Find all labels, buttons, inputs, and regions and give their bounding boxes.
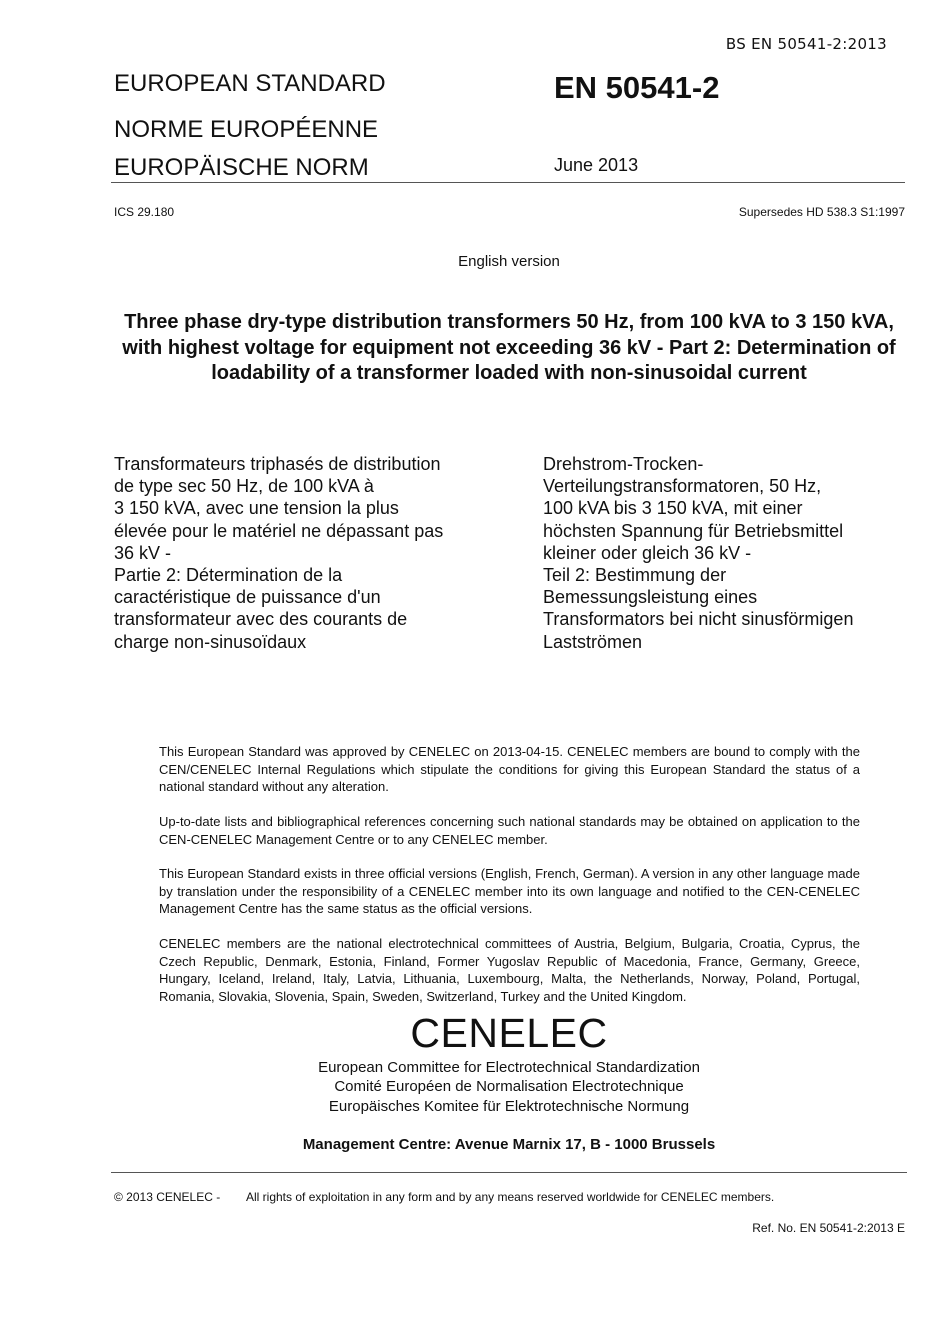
- document-title-french: Transformateurs triphasés de distribution de type sec 50 Hz, de 100 kVA à 3 150 kVA, avec une tension la plus élevée pour le matériel ne dépassant pas 36 kV - Partie 2: Détermination de la caractéristique de puissance d'un transformateur avec des courants de charge non-sinusoïdaux: [114, 454, 444, 652]
- supersedes-note: Supersedes HD 538.3 S1:1997: [738, 205, 905, 219]
- cenelec-logo: CENELEC: [410, 1010, 608, 1056]
- standard-title-english: EUROPEAN STANDARD: [114, 70, 386, 97]
- footer-divider: [111, 1172, 907, 1173]
- standard-title-french: NORME EUROPÉENNE: [114, 116, 379, 143]
- document-reference: BS EN 50541-2:2013: [725, 35, 887, 53]
- organization-name-english: European Committee for Electrotechnical Standardization: [318, 1059, 700, 1076]
- rights-statement: All rights of exploitation in any form and by any means reserved worldwide for CENELEC members.: [246, 1190, 775, 1204]
- approval-notice: This European Standard was approved by CENELEC on 2013-04-15. CENELEC members are bound to comply with the CEN/CENELEC Internal Regulations which stipulate the conditions for giving this European Standard the status of a national standard without any alteration.: [159, 744, 860, 794]
- management-centre-address: Management Centre: Avenue Marnix 17, B - 1000 Brussels: [302, 1136, 716, 1153]
- copyright-notice: © 2013 CENELEC -: [114, 1190, 221, 1204]
- organization-name-french: Comité Européen de Normalisation Electrotechnique: [334, 1078, 684, 1095]
- ics-code: ICS 29.180: [114, 205, 175, 219]
- members-notice: CENELEC members are the national electrotechnical committees of Austria, Belgium, Bulgaria, Croatia, Cyprus, the Czech Republic, Denmark, Estonia, Finland, Former Yugoslav Republic of Macedonia, France, Germany, Greece, Hungary, Iceland, Ireland, Italy, Latvia, Lithuania, Luxembourg, Malta, the Netherlands, Norway, Poland, Portugal, Romania, Slovakia, Slovenia, Spain, Sweden, Switzerland, Turkey and the United Kingdom.: [159, 936, 860, 1004]
- standard-number: EN 50541-2: [554, 70, 720, 105]
- versions-notice: This European Standard exists in three official versions (English, French, German). A version in any other language made by translation under the responsibility of a CENELEC member into its own language and notified to the CEN-CENELEC Management Centre has the same status as the official versions.: [159, 866, 860, 916]
- document-title: Three phase dry-type distribution transformers 50 Hz, from 100 kVA to 3 150 kVA, with highest voltage for equipment not exceeding 36 kV - Part 2: Determination of loadability of a transformer loaded with non-sinusoidal current: [122, 311, 896, 384]
- organization-name-german: Europäisches Komitee für Elektrotechnische Normung: [328, 1098, 690, 1115]
- header-divider: [111, 182, 905, 183]
- document-title-german: Drehstrom-Trocken- Verteilungstransformatoren, 50 Hz, 100 kVA bis 3 150 kVA, mit einer höchsten Spannung für Betriebsmittel kleiner oder gleich 36 kV - Teil 2: Bestimmung der Bemessungsleistung eines Transformators bei nicht sinusförmigen Lastströmen: [543, 454, 854, 652]
- standard-title-german: EUROPÄISCHE NORM: [114, 154, 369, 181]
- publication-date: June 2013: [554, 155, 639, 175]
- references-notice: Up-to-date lists and bibliographical references concerning such national standards may be obtained on application to the CEN-CENELEC Management Centre or to any CENELEC member.: [159, 814, 860, 847]
- reference-number: Ref. No. EN 50541-2:2013 E: [752, 1221, 905, 1235]
- language-version: English version: [458, 253, 560, 270]
